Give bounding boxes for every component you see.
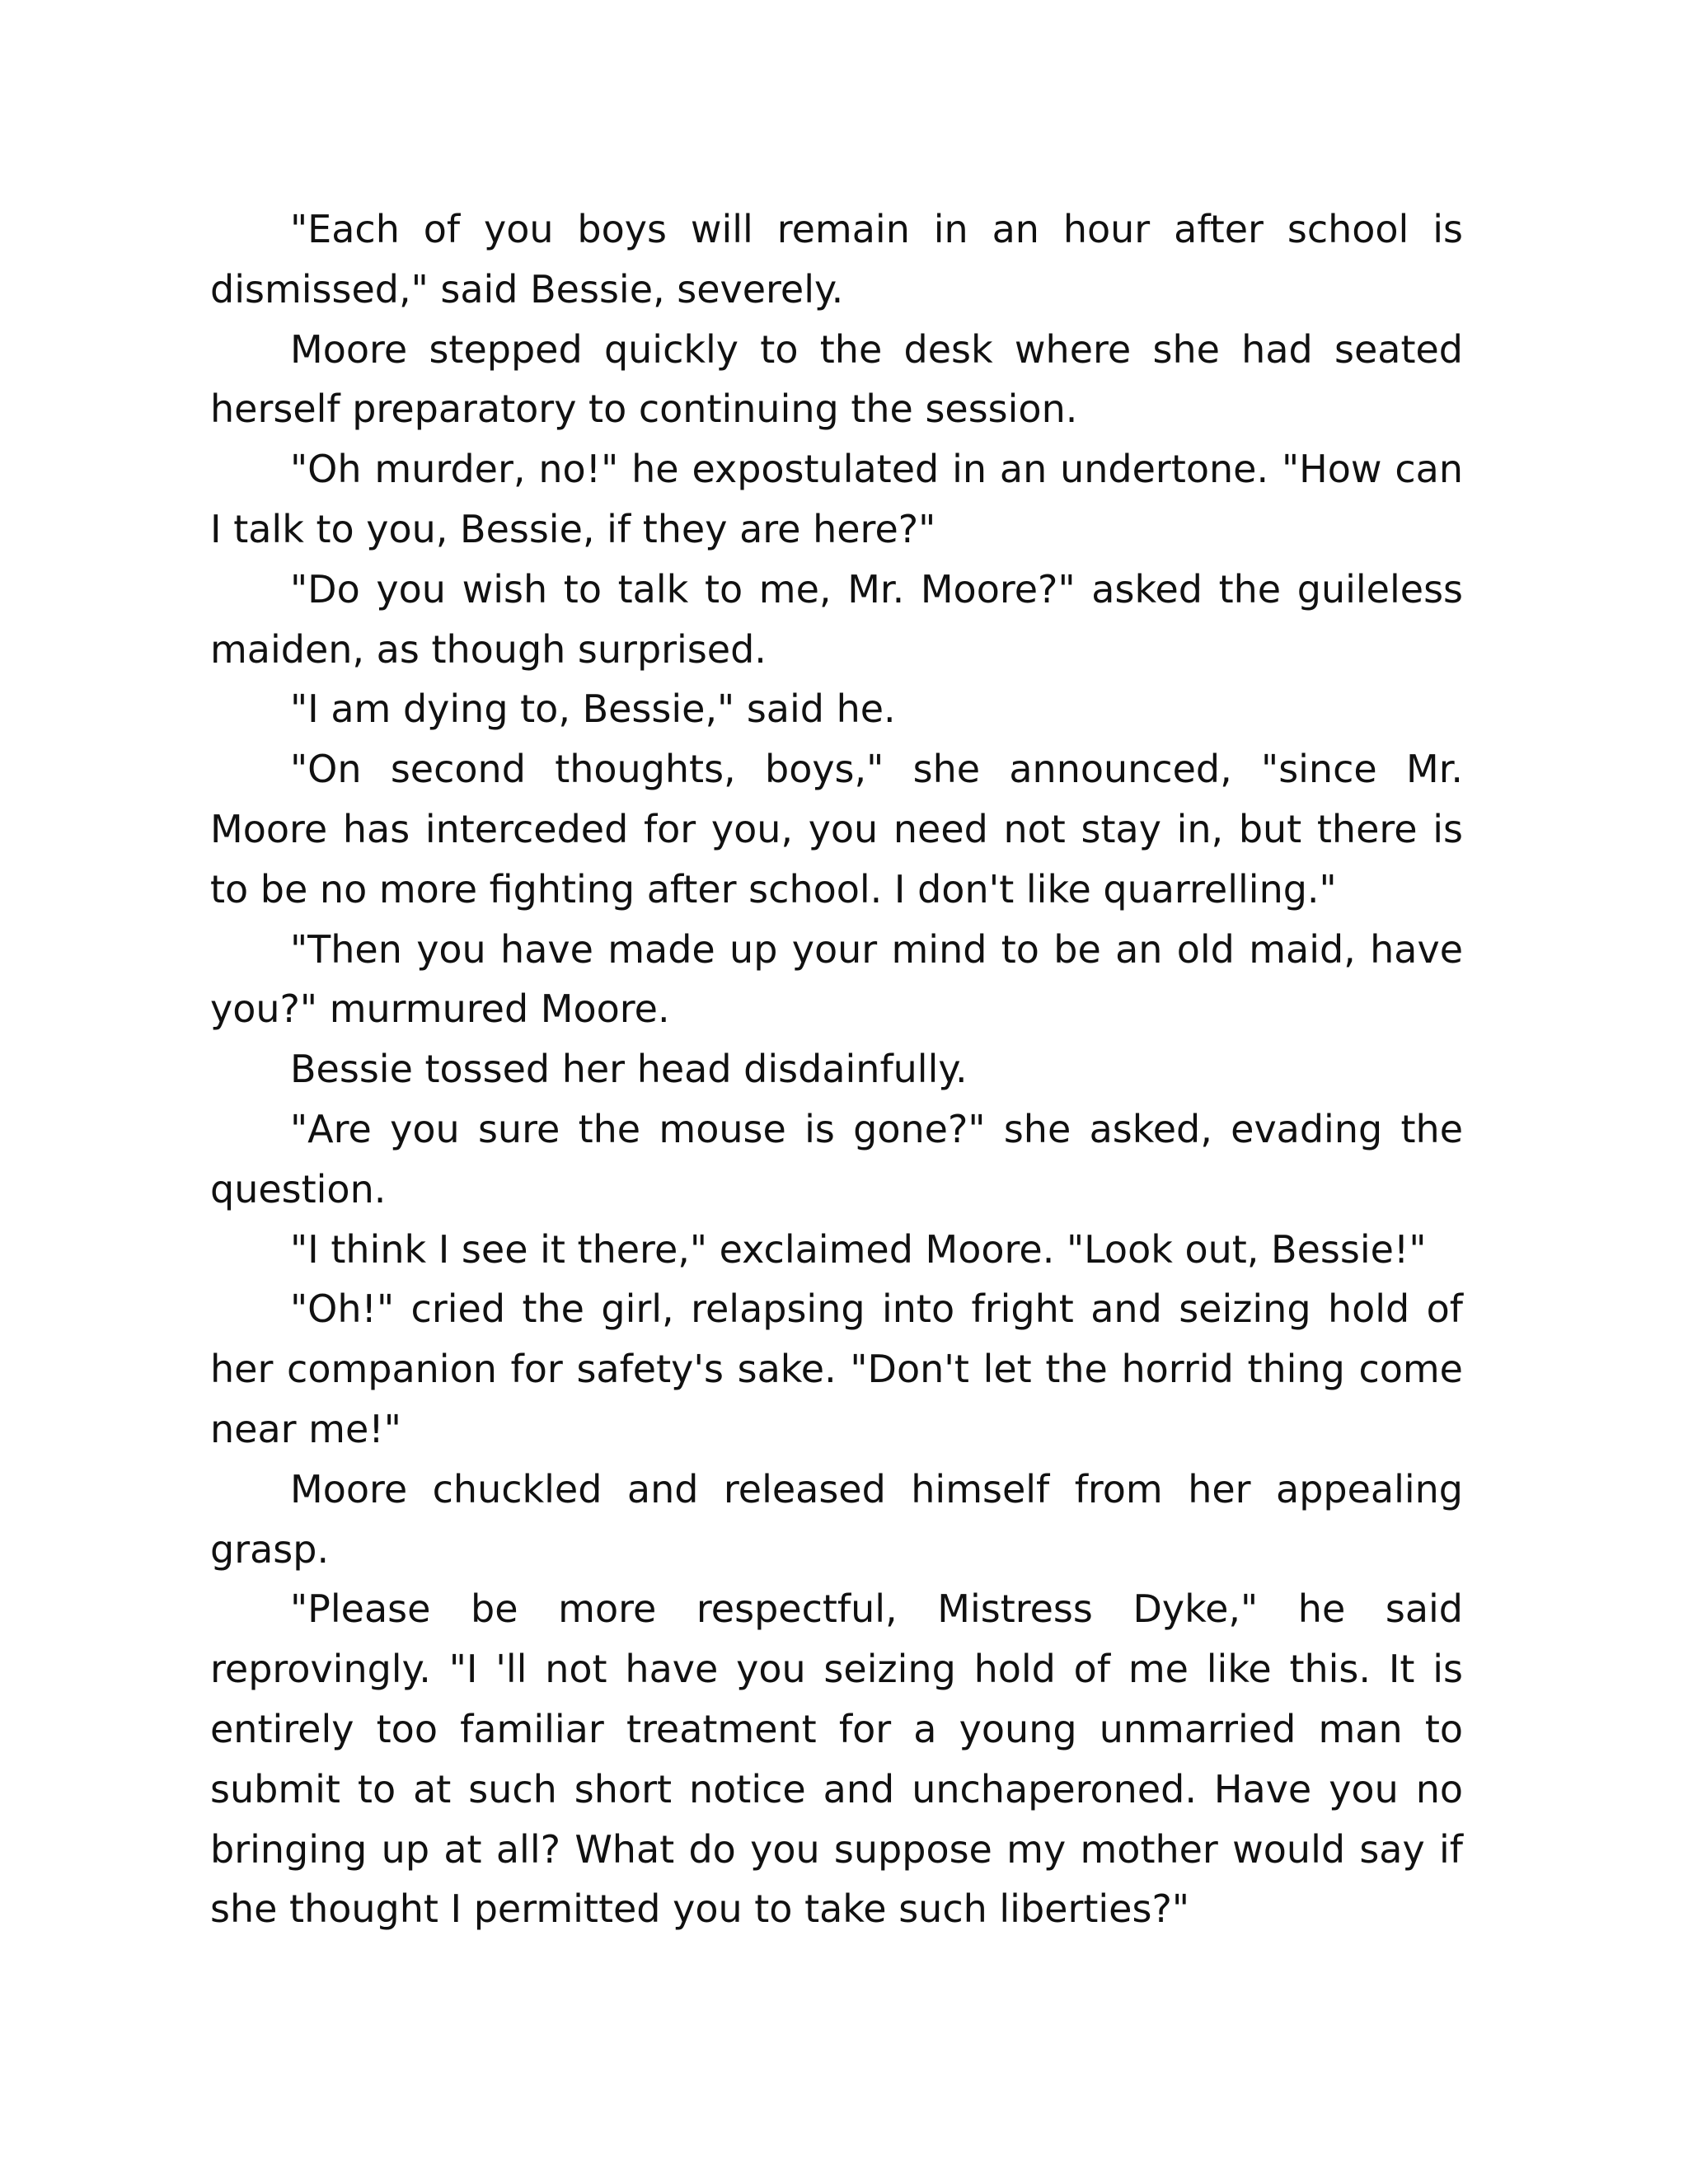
paragraph-1: "Each of you boys will remain in an hour after school is dismissed," said Bessie, severely.: [210, 207, 1463, 312]
paragraph-3: "Oh murder, no!" he expostulated in an undertone. "How can I talk to you, Bessie, if they are here?": [210, 447, 1463, 551]
paragraph-2: Moore stepped quickly to the desk where she had seated herself preparatory to continuing the session.: [210, 326, 1463, 432]
paragraph-13: "Please be more respectful, Mistress Dyke," he said reprovingly. "I 'll not have you seizing hold of me like this. It is entirely too familiar treatment for a young unmarried man to submit to at such short notice and unchaperoned. Have you no bringing up at all? What do you suppose my mother would say if she thought I permitted you to take such liberties?": [210, 1586, 1463, 1932]
paragraph-7: "Then you have made up your mind to be an old maid, have you?" murmured Moore.: [210, 926, 1463, 1032]
paragraph-8: Bessie tossed her head disdainfully.: [290, 1047, 968, 1092]
paragraph-10: "I think I see it there," exclaimed Moore. "Look out, Bessie!": [290, 1226, 1427, 1272]
paragraph-6: "On second thoughts, boys," she announced, "since Mr. Moore has interceded for you, you need not stay in, but there is to be no more fighting after school. I don't like quarrelling.": [210, 747, 1463, 912]
paragraph-5: "I am dying to, Bessie," said he.: [290, 687, 896, 732]
paragraph-12: Moore chuckled and released himself from her appealing grasp.: [210, 1466, 1463, 1572]
paragraph-11: "Oh!" cried the girl, relapsing into fright and seizing hold of her companion for safety's sake. "Don't let the horrid thing come near me!": [210, 1286, 1463, 1451]
paragraph-4: "Do you wish to talk to me, Mr. Moore?" asked the guileless maiden, as though surprised.: [210, 566, 1463, 672]
paragraph-9: "Are you sure the mouse is gone?" she asked, evading the question.: [210, 1106, 1463, 1212]
body-text: [210, 199, 1463, 1939]
